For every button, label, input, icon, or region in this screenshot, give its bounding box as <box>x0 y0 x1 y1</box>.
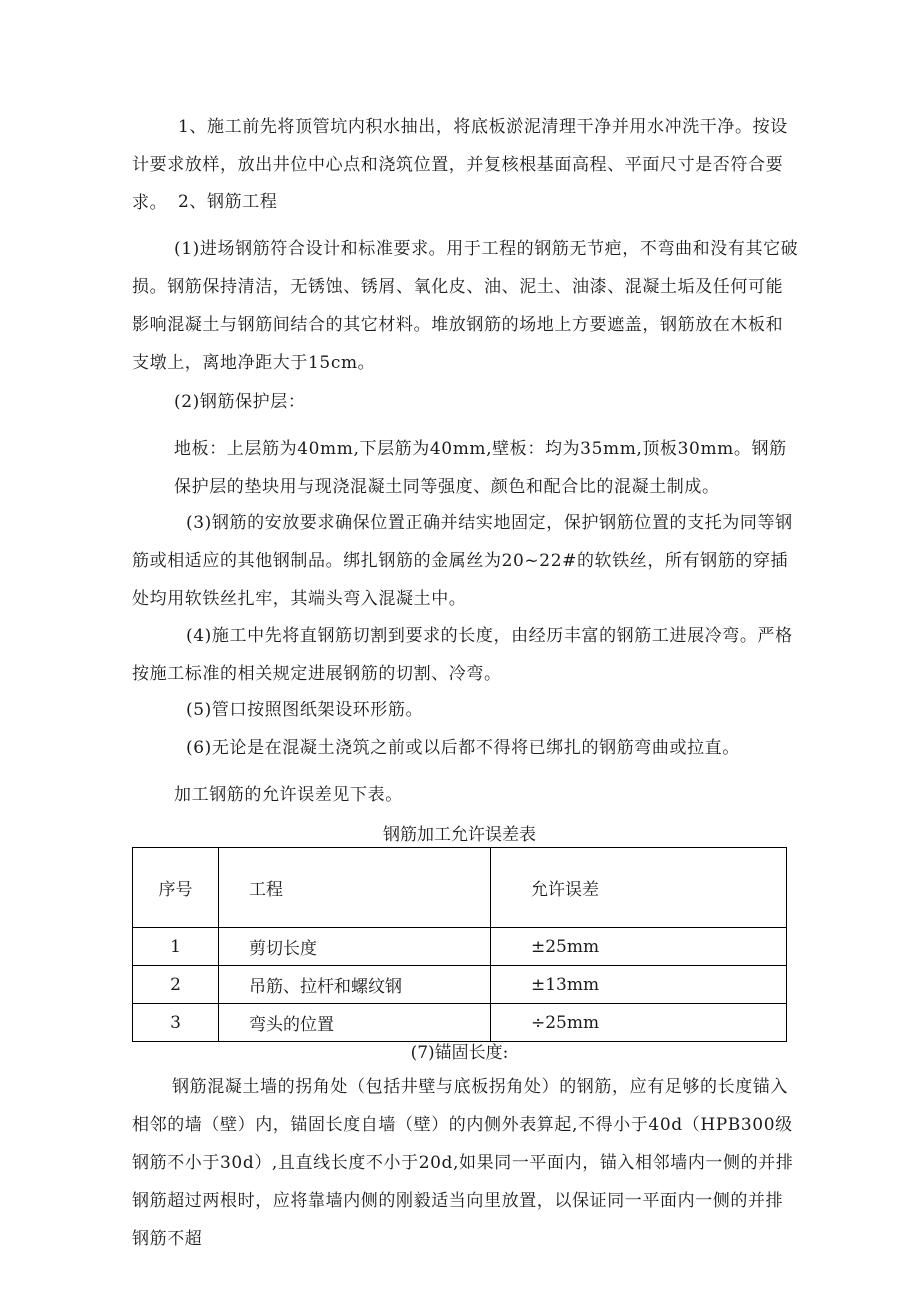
table-row <box>133 928 787 966</box>
cell-item: 剪切长度 <box>219 928 491 966</box>
table-row <box>133 1004 787 1042</box>
cell-index: 2 <box>133 966 219 1004</box>
paragraph-rebar-cutting: (4)施工中先将直钢筋切割到要求的长度，由经历丰富的钢筋工进展冷弯。严格按施工标准的相关规定进展钢筋的切割、冷弯。 <box>132 626 793 684</box>
paragraph-site-preparation: 1、施工前先将顶管坑内积水抽出，将底板淤泥清理干净并用水冲洗干净。按设计要求放样，放出井位中心点和浇筑位置，并复核根基面高程、平面尺寸是否符合要求。 <box>132 117 788 213</box>
header-item: 工程 <box>219 848 491 928</box>
table-caption: 钢筋加工允许误差表 <box>383 825 536 845</box>
cell-index: 1 <box>133 928 219 966</box>
cell-tolerance: ±25mm <box>491 928 787 966</box>
header-index: 序号 <box>133 848 219 928</box>
header-tolerance: 允许误差 <box>491 848 787 928</box>
paragraph-cover-heading: (2)钢筋保护层： <box>174 392 306 412</box>
paragraph-ring-bars: (5)管口按照图纸架设环形筋。 <box>186 700 424 720</box>
paragraph-cover-details: 地板：上层筋为40mm,下层筋为40mm,壁板：均为35mm,顶板30mm。钢筋保护层的垫块用与现浇混凝土同等强度、颜色和配合比的混凝土制成。 <box>174 439 787 497</box>
table-header-row <box>133 848 787 928</box>
section-heading-rebar: 2、钢筋工程 <box>178 192 278 212</box>
cell-tolerance: ±13mm <box>491 966 787 1004</box>
cell-item: 吊筋、拉杆和螺纹钢 <box>219 966 491 1004</box>
paragraph-no-bending: (6)无论是在混凝土浇筑之前或以后都不得将已绑扎的钢筋弯曲或拉直。 <box>186 738 740 758</box>
cell-tolerance: ÷25mm <box>491 1004 787 1042</box>
cell-item: 弯头的位置 <box>219 1004 491 1042</box>
paragraph-rebar-requirements: (1)进场钢筋符合设计和标准要求。用于工程的钢筋无节疤，不弯曲和没有其它破损。钢筋保持清洁，无锈蚀、锈屑、氧化皮、油、泥土、油漆、混凝土垢及任何可能影响混凝土与钢筋间结合的其它材料。堆放钢筋的场地上方要遮盖，钢筋放在木板和支墩上，离地净距大于15cm。 <box>132 239 799 373</box>
paragraph-rebar-placement: (3)钢筋的安放要求确保位置正确并结实地固定，保护钢筋位置的支托为同等钢筋或相适应的其他钢制品。绑扎钢筋的金属丝为20~22#的软铁丝，所有钢筋的穿插处均用软铁丝扎牢，其端头弯入混凝土中。 <box>132 513 793 609</box>
paragraph-anchorage-details: 钢筋混凝土墙的拐角处（包括井壁与底板拐角处）的钢筋，应有足够的长度锚入相邻的墙（壁）内，锚固长度自墙（壁）的内侧外表算起,不得小于40d（HPB300级钢筋不小于30d）,且直线长度不小于20d,如果同一平面内，锚入相邻墙内一侧的并排钢筋超过两根时，应将靠墙内侧的刚毅适当向里放置，以保证同一平面内一侧的并排钢筋不超 <box>132 1077 794 1249</box>
cell-index: 3 <box>133 1004 219 1042</box>
paragraph-anchorage-heading: (7)锚固长度: <box>410 1043 509 1063</box>
paragraph-table-intro: 加工钢筋的允许误差见下表。 <box>174 785 403 805</box>
table-row <box>133 966 787 1004</box>
tolerance-table <box>132 847 787 1042</box>
